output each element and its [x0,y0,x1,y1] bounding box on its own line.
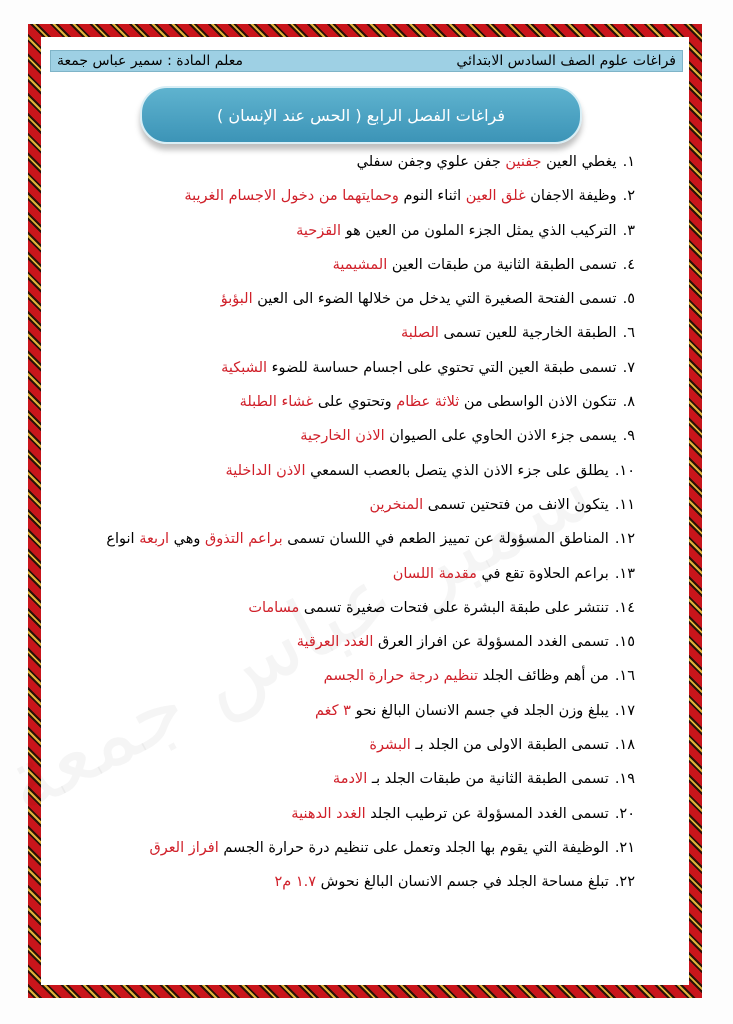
question-item [95,733,635,767]
answer-text: الغدد الدهنية [291,805,366,822]
question-item [95,596,635,630]
question-text: تنتشر على طبقة البشرة على فتحات صغيرة تسمى [303,599,609,616]
question-item [95,630,635,664]
question-text-continued: اثناء النوم [398,188,466,205]
question-number: ١٦. [614,668,635,685]
answer-text: الشبكية [221,359,268,376]
answer-text: مقدمة اللسان [392,565,477,582]
question-number: ٤. [622,256,635,273]
question-text: تسمى الطبقة الاولى من الجلد بـ [415,737,609,754]
question-text: يطلق على جزء الاذن الذي يتصل بالعصب السمعي [310,462,609,479]
header-subject-title: فراغات علوم الصف السادس الابتدائي [456,53,676,69]
question-item [95,802,635,836]
question-text: يغطي العين [546,154,617,170]
question-number: ١٤. [614,599,635,616]
question-number: ٩. [622,428,635,445]
question-number: ١٧. [614,702,635,719]
question-item [95,664,635,698]
question-number: ٢. [622,188,635,205]
question-text: تسمى الغدد المسؤولة عن افراز العرق [377,634,609,651]
question-text: وظيفة الاجفان [530,188,617,205]
question-number: ١٥. [614,634,635,651]
question-number: ٥. [622,291,635,308]
chapter-title: فراغات الفصل الرابع ( الحس عند الإنسان ) [216,105,506,125]
question-text-continued: وهي [169,531,205,548]
question-text: يتكون الانف من فتحتين تسمى [427,496,609,513]
question-number: ٢٠. [614,805,635,822]
question-item [95,562,635,596]
answer-text: الصلبة [400,325,439,342]
question-text: تتكون الاذن الواسطى من [463,394,617,411]
question-text: تسمى الطبقة الثانية من طبقات العين [391,256,617,273]
question-item [95,321,635,355]
answer-text: الادمة [332,771,368,788]
answer-text: جفنين [505,154,542,170]
question-text: تسمى طبقة العين التي تحتوي على اجسام حساسة للضوء [271,359,617,376]
answer-text: الاذن الخارجية [300,428,385,445]
question-item [95,219,635,253]
question-item [95,527,635,561]
answer-text: افراز العرق [149,839,219,856]
question-number: ٣. [622,222,635,239]
answer-text-secondary: وحمايتهما من دخول الاجسام الغريبة [184,188,399,205]
question-number: ١. [622,154,635,170]
question-number: ٧. [622,359,635,376]
question-text-continued: وتحتوي على [313,394,397,411]
question-item [95,150,635,184]
answer-text: مسامات [248,599,300,616]
answer-text: تنظيم درجة حرارة الجسم [323,668,479,685]
question-text: التركيب الذي يمثل الجزء الملون من العين هو [345,222,617,239]
question-text: المناطق المسؤولة عن تمييز الطعم في اللسان تسمى [287,531,609,548]
question-text: الوظيفة التي يقوم بها الجلد وتعمل على تنظيم درة حرارة الجسم [223,839,609,856]
answer-text: الاذن الداخلية [225,462,306,479]
answer-text: غلق العين [465,188,526,205]
header-teacher-name: معلم المادة : سمير عباس جمعة [57,53,243,69]
header-bar [50,50,683,72]
question-text: تسمى الغدد المسؤولة عن ترطيب الجلد [370,805,609,822]
question-item [95,836,635,870]
question-text: تبلغ مساحة الجلد في جسم الانسان البالغ نحوش [320,874,609,891]
question-number: ١٢. [614,531,635,548]
question-text-end: انواع [106,531,140,548]
answer-text-secondary: غشاء الطبلة [239,394,314,411]
question-text: براعم الحلاوة تقع في [481,565,609,582]
answer-text-secondary: اربعة [139,531,170,548]
question-number: ٨. [622,394,635,411]
question-item [95,356,635,390]
question-number: ٢٢. [614,874,635,891]
question-item [95,459,635,493]
question-text: تسمى الطبقة الثانية من طبقات الجلد بـ [371,771,609,788]
answer-text: القزحية [296,222,341,239]
question-item [95,699,635,733]
question-item [95,253,635,287]
question-item [95,870,635,904]
answer-text: ١.٧ م٢ [274,874,317,891]
answer-text: البشرة [369,737,411,754]
answer-text: المشيمية [332,256,388,273]
question-item [95,390,635,424]
question-text: يسمى جزء الاذن الحاوي على الصيوان [389,428,617,445]
question-number: ١١. [614,496,635,513]
answer-text: البؤبؤ [220,291,253,308]
question-number: ١٠. [614,462,635,479]
question-number: ٢١. [614,839,635,856]
question-list [95,150,635,905]
answer-text: براعم التذوق [205,531,283,548]
question-number: ١٨. [614,737,635,754]
question-item [95,287,635,321]
question-text: الطبقة الخارجية للعين تسمى [443,325,617,342]
question-text-continued: جفن علوي وجفن سفلي [356,154,506,170]
chapter-banner [140,86,582,144]
question-item [95,493,635,527]
question-text: من أهم وظائف الجلد [482,668,609,685]
question-number: ١٣. [614,565,635,582]
question-item [95,767,635,801]
question-text: يبلغ وزن الجلد في جسم الانسان البالغ نحو [355,702,609,719]
answer-text: الغدد العرقية [296,634,374,651]
answer-text: ثلاثة عظام [396,394,460,411]
question-text: تسمى الفتحة الصغيرة التي يدخل من خلالها الضوء الى العين [257,291,617,308]
question-item [95,424,635,458]
question-number: ٦. [622,325,635,342]
answer-text: المنخرين [369,496,424,513]
answer-text: ٣ كغم [315,702,351,719]
question-item [95,184,635,218]
question-number: ١٩. [614,771,635,788]
